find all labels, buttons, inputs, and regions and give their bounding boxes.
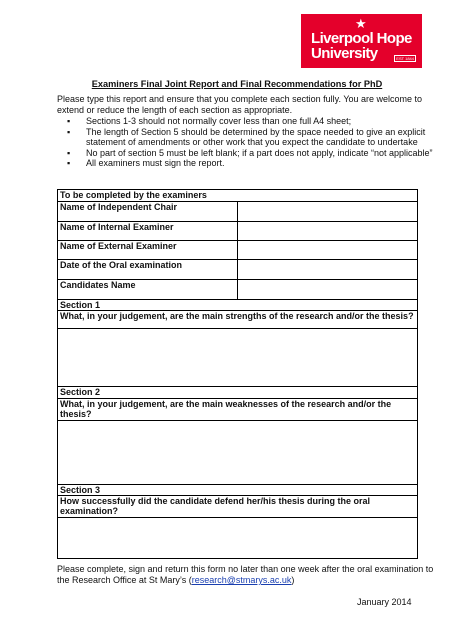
form-header: To be completed by the examiners xyxy=(58,190,418,202)
logo-established: EST 1844 xyxy=(396,56,414,61)
field-input-chair[interactable] xyxy=(238,202,418,222)
section-3-question: How successfully did the candidate defend her/his thesis during the oral examination? xyxy=(58,496,418,518)
table-row xyxy=(58,496,418,518)
table-row xyxy=(58,398,418,420)
bullet-icon: ▪ xyxy=(67,158,71,169)
bullet-icon: ▪ xyxy=(67,126,71,137)
field-input-external-examiner[interactable] xyxy=(238,241,418,260)
logo-line-2: University xyxy=(311,45,378,62)
field-label-internal-examiner: Name of Internal Examiner xyxy=(58,222,238,241)
table-row xyxy=(58,241,418,260)
instruction-list xyxy=(57,116,437,169)
table-row xyxy=(58,280,418,300)
field-input-internal-examiner[interactable] xyxy=(238,222,418,241)
field-label-candidate-name: Candidates Name xyxy=(58,280,238,300)
table-row xyxy=(58,387,418,398)
table-row xyxy=(58,202,418,222)
table-row xyxy=(58,190,418,202)
field-input-oral-date[interactable] xyxy=(238,260,418,280)
star-icon: ★ xyxy=(355,16,367,31)
section-2-answer[interactable] xyxy=(58,420,418,484)
table-row xyxy=(58,222,418,241)
table-row xyxy=(58,260,418,280)
section-1-label: Section 1 xyxy=(58,300,418,311)
intro-text: Please type this report and ensure that you complete each section fully. You are welcome to extend or reduce the length of each section as appropriate. xyxy=(57,94,423,115)
section-3-label: Section 3 xyxy=(58,484,418,495)
section-3-answer[interactable] xyxy=(58,517,418,558)
footer-instructions xyxy=(57,564,437,586)
table-row xyxy=(58,311,418,329)
bullet-icon: ▪ xyxy=(67,147,71,158)
field-label-oral-date: Date of the Oral examination xyxy=(58,260,238,280)
table-row xyxy=(58,300,418,311)
field-input-candidate-name[interactable] xyxy=(238,280,418,300)
table-row xyxy=(58,517,418,558)
table-row xyxy=(58,329,418,387)
footer-close: ) xyxy=(291,575,295,585)
field-label-chair: Name of Independent Chair xyxy=(58,202,238,222)
logo-line-1: Liverpool Hope xyxy=(311,30,412,47)
table-row xyxy=(58,484,418,495)
examiner-form-table xyxy=(57,189,418,559)
list-item: ▪ Sections 1-3 should not normally cover less than one full A4 sheet; xyxy=(67,116,352,126)
university-logo xyxy=(301,14,422,68)
list-item: ▪ All examiners must sign the report. xyxy=(67,158,225,169)
section-2-label: Section 2 xyxy=(58,387,418,398)
footer-text: Please complete, sign and return this form no later than one week after the oral examination to the Research Office at St Mary’s ( xyxy=(57,564,434,585)
table-row xyxy=(58,420,418,484)
section-1-answer[interactable] xyxy=(58,329,418,387)
section-1-question: What, in your judgement, are the main strengths of the research and/or the thesis? xyxy=(58,311,418,329)
section-2-question: What, in your judgement, are the main weaknesses of the research and/or the thesis? xyxy=(58,398,418,420)
research-email-link[interactable]: research@stmarys.ac.uk xyxy=(191,575,292,585)
document-date: January 2014 xyxy=(357,597,412,607)
bullet-icon: ▪ xyxy=(67,116,71,126)
document-title: Examiners Final Joint Report and Final Recommendations for PhD xyxy=(91,79,383,89)
list-item: ▪ No part of section 5 must be left blank; if a part does not apply, indicate “not applicable” xyxy=(67,147,433,158)
list-item: ▪ The length of Section 5 should be determined by the space needed to give an explicit statement of amendments or other work that you expect the candidate to undertake xyxy=(67,126,426,148)
field-label-external-examiner: Name of External Examiner xyxy=(58,241,238,260)
